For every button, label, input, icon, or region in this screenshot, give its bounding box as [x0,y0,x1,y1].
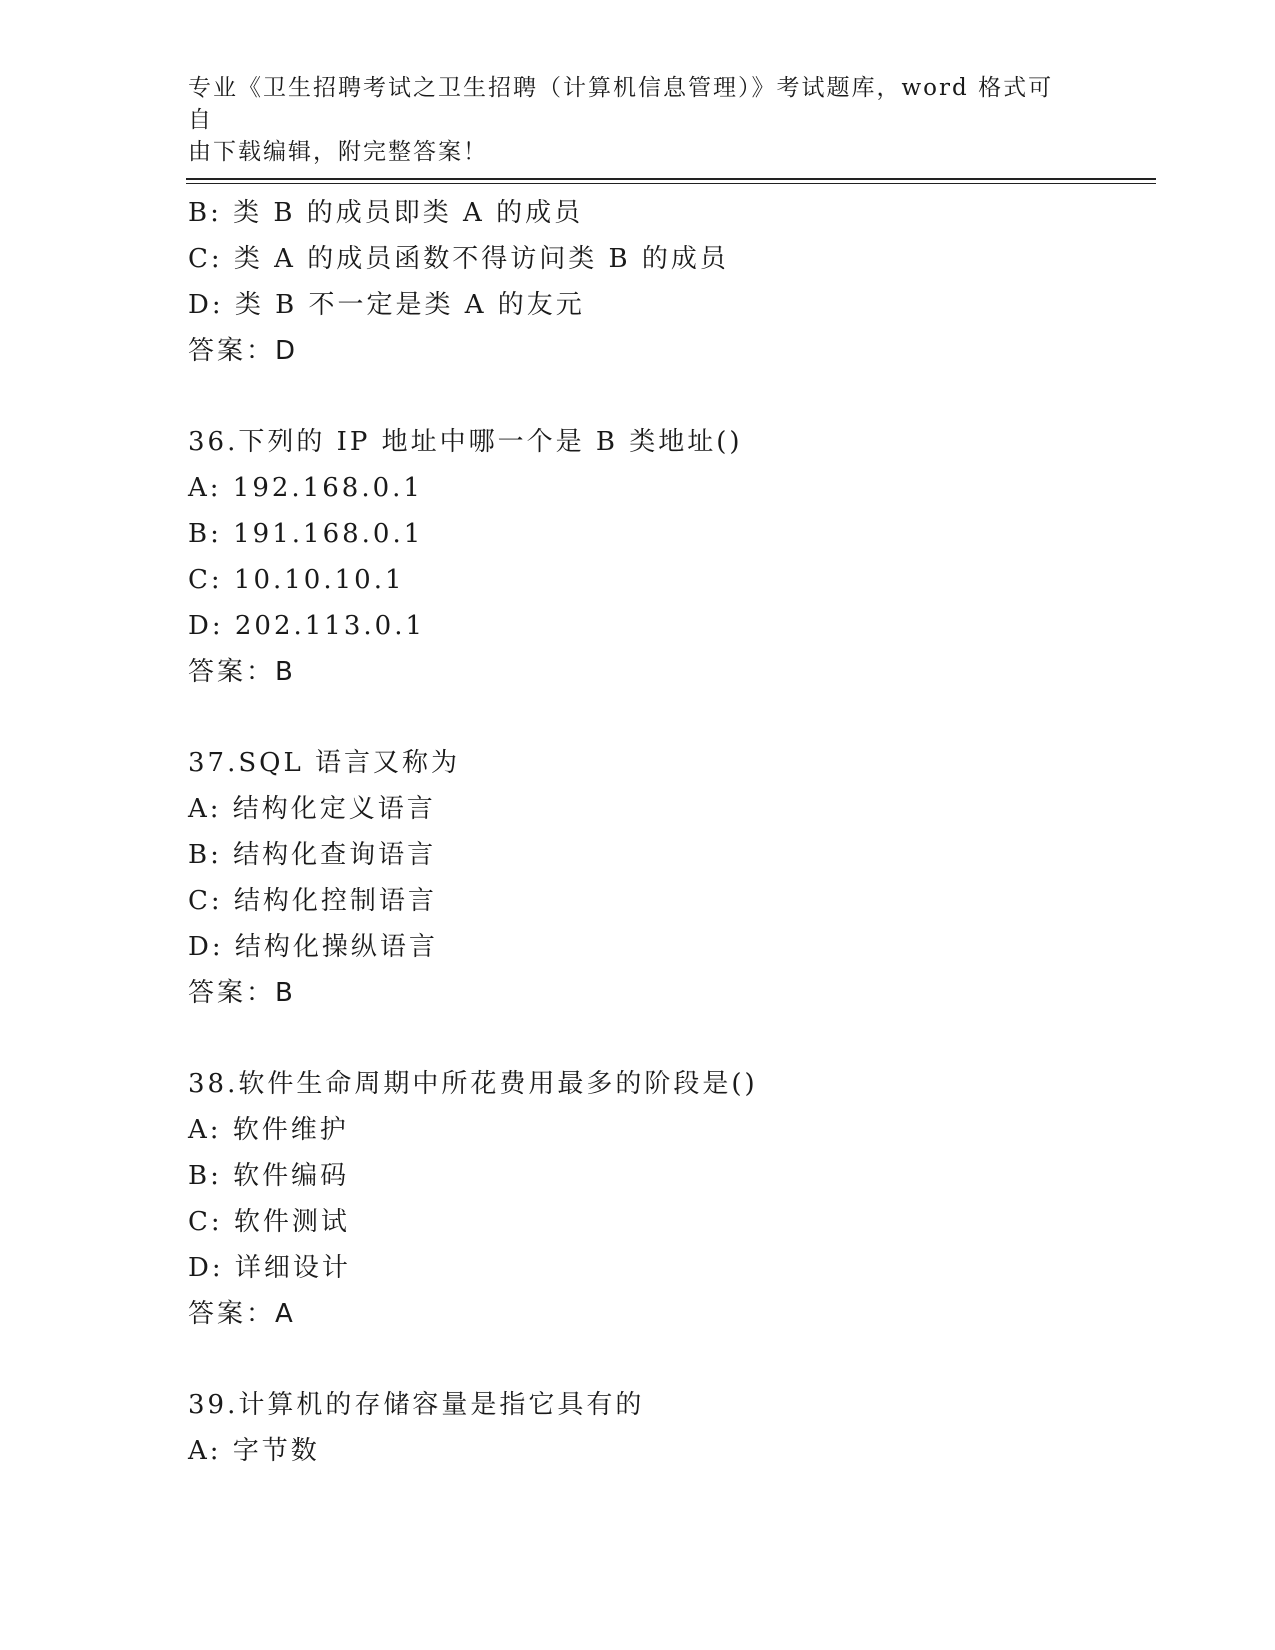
question-stem: 37.SQL 语言又称为 [188,748,461,778]
option-c: C: 10.10.10.1 [188,565,405,595]
option-b: B: 软件编码 [188,1161,350,1191]
option-c: C: 类 A 的成员函数不得访问类 B 的成员 [188,244,729,274]
question-block-35 [188,190,1148,374]
option-d: D: 类 B 不一定是类 A 的友元 [188,290,585,320]
header-line-1: 专业《卫生招聘考试之卫生招聘（计算机信息管理）》考试题库，word 格式可自 [188,75,1054,133]
document-header [188,72,1068,168]
answer-label: 答案：D [188,336,299,366]
option-d: D: 结构化操纵语言 [188,932,438,962]
option-c: C: 软件测试 [188,1207,350,1237]
header-divider-thick [186,178,1156,180]
question-stem: 38.软件生命周期中所花费用最多的阶段是() [188,1069,758,1099]
option-d: D: 详细设计 [188,1253,351,1283]
block-spacer [188,1016,1148,1061]
question-block-39 [188,1382,1148,1474]
header-line-2: 由下载编辑，附完整答案！ [188,139,488,165]
header-divider-thin [186,183,1156,184]
option-a: A: 192.168.0.1 [188,473,423,503]
answer-label: 答案：B [188,978,296,1008]
option-b: B: 类 B 的成员即类 A 的成员 [188,198,584,228]
option-a: A: 软件维护 [188,1115,349,1145]
question-stem: 39.计算机的存储容量是指它具有的 [188,1390,645,1420]
block-spacer [188,695,1148,740]
option-b: B: 结构化查询语言 [188,840,437,870]
answer-label: 答案：A [188,1299,296,1329]
block-spacer [188,1337,1148,1382]
question-block-38 [188,1061,1148,1337]
option-d: D: 202.113.0.1 [188,611,425,641]
option-c: C: 结构化控制语言 [188,886,437,916]
question-block-36 [188,419,1148,695]
answer-label: 答案：B [188,657,296,687]
question-block-37 [188,740,1148,1016]
option-a: A: 结构化定义语言 [188,794,436,824]
question-list [188,190,1148,1474]
option-b: B: 191.168.0.1 [188,519,424,549]
question-stem: 36.下列的 IP 地址中哪一个是 B 类地址() [188,427,743,457]
option-a: A: 字节数 [188,1436,320,1466]
block-spacer [188,374,1148,419]
